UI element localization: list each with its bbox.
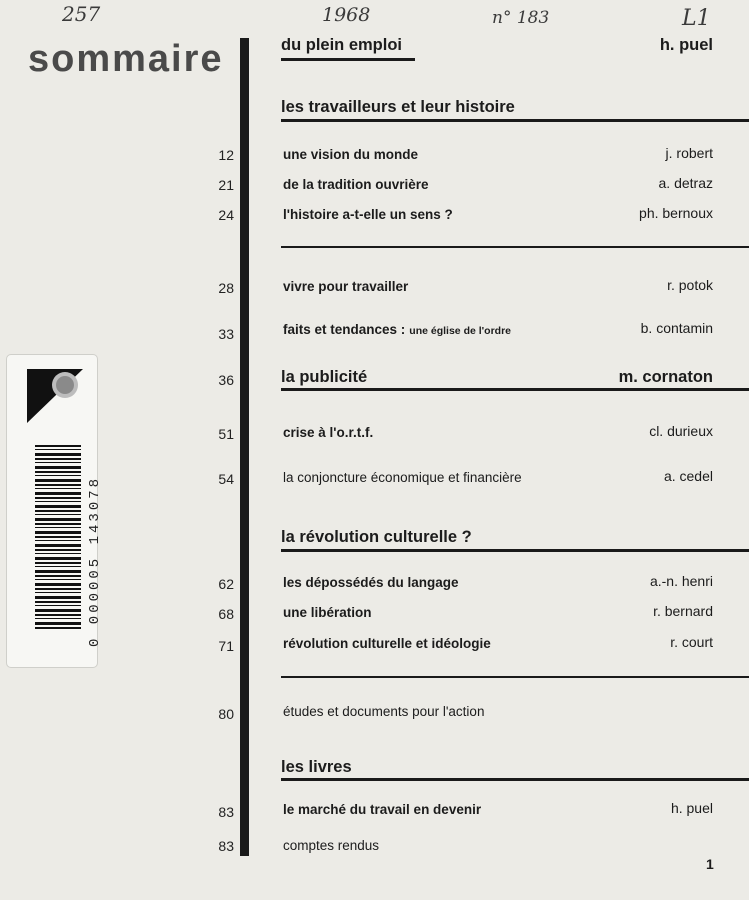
entry-author: r. court [670, 634, 713, 650]
handwritten-note: L1 [682, 6, 711, 31]
entry-title[interactable]: la conjoncture économique et financière [283, 470, 522, 485]
vertical-rule [240, 38, 249, 856]
page-number: 12 [218, 147, 234, 163]
barcode-number: 0 000005 143078 [87, 475, 103, 647]
barcode-sticker [6, 354, 103, 668]
page-number: 80 [218, 706, 234, 722]
barcode-bars [35, 445, 81, 629]
handwritten-note: 1968 [322, 4, 371, 26]
entry-title[interactable]: révolution culturelle et idéologie [283, 636, 491, 651]
page-title: sommaire [28, 38, 224, 80]
divider [281, 246, 749, 248]
folio-number: 1 [706, 856, 714, 872]
page-number: 71 [218, 638, 234, 654]
divider [281, 676, 749, 678]
handwritten-note: 257 [62, 2, 101, 26]
entry-title[interactable] [283, 322, 511, 337]
entry-author: ph. bernoux [639, 205, 713, 221]
entry-author: r. potok [667, 277, 713, 293]
section-heading[interactable]: les travailleurs et leur histoire [281, 98, 515, 116]
page-number: 54 [218, 471, 234, 487]
publisher-logo-icon [27, 369, 83, 423]
page-number: 83 [218, 804, 234, 820]
divider [281, 549, 749, 552]
page-number: 33 [218, 326, 234, 342]
entry-author: a. detraz [658, 175, 713, 191]
entry-title[interactable]: le marché du travail en devenir [283, 802, 482, 817]
entry-author: cl. durieux [649, 423, 713, 439]
entry-title[interactable]: les dépossédés du langage [283, 575, 459, 590]
entry-author: a. cedel [663, 468, 713, 484]
page-number: 51 [218, 426, 234, 442]
divider [281, 778, 749, 781]
entry-title[interactable]: une vision du monde [283, 147, 419, 162]
divider [281, 119, 749, 122]
divider [281, 58, 415, 61]
entry-title[interactable]: vivre pour travailler [283, 279, 409, 294]
page-number: 83 [218, 838, 234, 854]
entry-author: h. puel [670, 800, 713, 816]
divider [281, 388, 749, 391]
page-number: 68 [218, 606, 234, 622]
section-heading[interactable]: la publicité [281, 368, 368, 386]
entry-title[interactable]: crise à l'o.r.t.f. [283, 425, 374, 440]
entry-author: a.-n. henri [649, 573, 713, 589]
entry-title[interactable]: de la tradition ouvrière [283, 177, 429, 192]
page-number: 24 [218, 207, 234, 223]
section-author: m. cornaton [618, 368, 713, 386]
header-title[interactable]: du plein emploi [281, 36, 403, 54]
handwritten-note: n° 183 [492, 8, 550, 28]
section-heading[interactable]: la révolution culturelle ? [281, 528, 472, 546]
entry-author: r. bernard [653, 603, 713, 619]
header-author: h. puel [659, 36, 713, 54]
entry-title[interactable]: études et documents pour l'action [283, 704, 485, 719]
entry-title[interactable]: comptes rendus [283, 838, 380, 853]
section-heading[interactable]: les livres [281, 758, 352, 776]
entry-author: b. contamin [640, 320, 713, 336]
entry-title-text: faits et tendances : [283, 322, 406, 337]
page-number: 28 [218, 280, 234, 296]
entry-author: j. robert [665, 145, 713, 161]
entry-subtitle: une église de l'ordre [409, 325, 511, 337]
entry-title[interactable]: l'histoire a-t-elle un sens ? [283, 207, 453, 222]
page-number: 21 [218, 177, 234, 193]
page-number: 62 [218, 576, 234, 592]
page-number: 36 [218, 372, 234, 388]
entry-title[interactable]: une libération [283, 605, 372, 620]
